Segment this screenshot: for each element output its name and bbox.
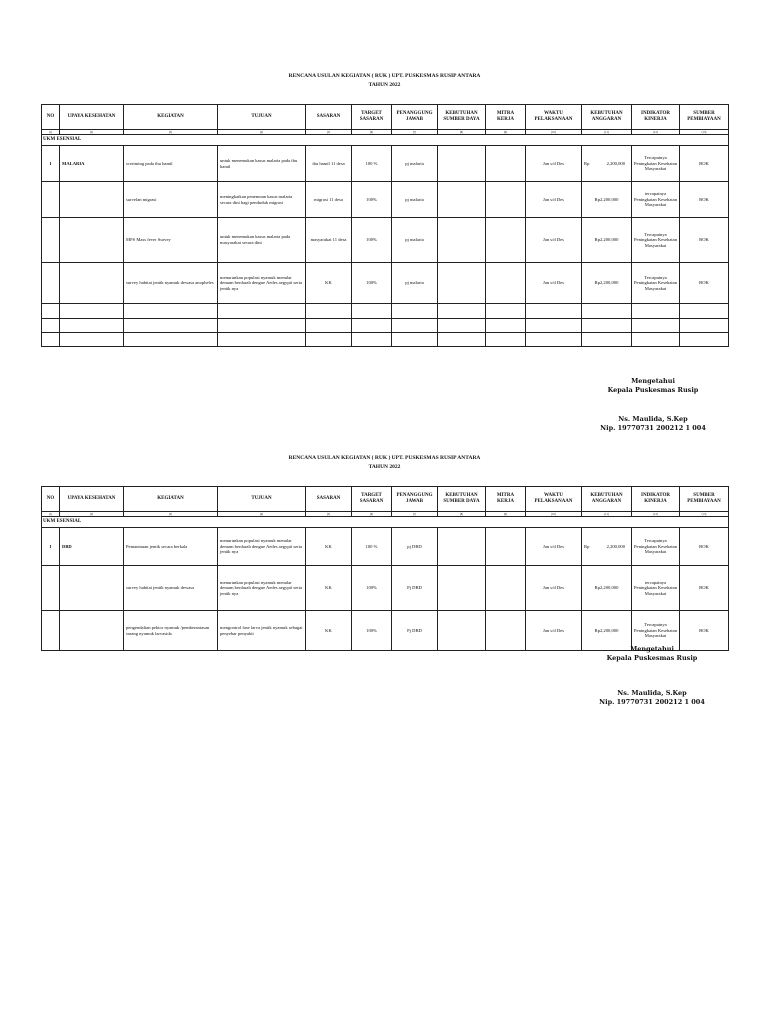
document-title: RENCANA USULAN KEGIATAN ( RUK ) UPT. PUSKESMAS RUSIP ANTARA	[288, 73, 481, 79]
cell-kegiatan: survey habitat jentik nyamuk dewasa	[124, 566, 218, 611]
empty-cell	[392, 333, 438, 347]
section-malaria	[41, 72, 728, 347]
cell-target: 100%	[352, 218, 392, 263]
cell-target: 100 %	[352, 528, 392, 566]
column-number: (6)	[352, 512, 392, 517]
empty-cell	[680, 135, 729, 146]
column-number: (10)	[526, 130, 582, 135]
cell-upaya	[60, 263, 124, 304]
empty-cell	[352, 304, 392, 319]
cell-no	[42, 218, 60, 263]
cell-indikator: Tercapainya Peningkatan Kesehatan Masyarakat	[632, 528, 680, 566]
cell-no	[42, 611, 60, 651]
cell-indikator: tercapainya Peningkatan Kesehatan Masyarakat	[632, 182, 680, 218]
empty-cell	[392, 517, 438, 528]
blank-row	[42, 304, 729, 319]
cell-kegiatan: Pemantauan jentik secara berkala	[124, 528, 218, 566]
cell-waktu: Jan s/d Des	[526, 611, 582, 651]
column-header: PENANGGUNG JAWAB	[392, 105, 438, 130]
column-header: MITRA KERJA	[486, 487, 526, 512]
empty-cell	[60, 333, 124, 347]
cell-kegiatan: sceriming pada ibu hamil	[124, 146, 218, 182]
empty-cell	[486, 319, 526, 333]
empty-cell	[60, 319, 124, 333]
anggaran-value: 2,200,000	[606, 160, 625, 166]
anggaran-currency: Rp	[584, 543, 590, 549]
cell-ksd	[438, 611, 486, 651]
empty-cell	[680, 333, 729, 347]
cell-target: 100%	[352, 182, 392, 218]
cell-target: 100%	[352, 263, 392, 304]
column-header: NO	[42, 487, 60, 512]
anggaran-value: 2,200,000	[606, 543, 625, 549]
empty-cell	[392, 319, 438, 333]
cell-sumber: BOK	[680, 182, 729, 218]
cell-ksd	[438, 566, 486, 611]
column-number: (9)	[486, 512, 526, 517]
section-dbd	[41, 454, 728, 651]
empty-cell	[582, 304, 632, 319]
empty-cell	[486, 517, 526, 528]
table-row	[42, 263, 729, 304]
empty-cell	[526, 319, 582, 333]
ruk-table	[41, 104, 729, 347]
column-header: WAKTU PELAKSANAAN	[526, 487, 582, 512]
column-header: KEBUTUHAN SUMBER DAYA	[438, 105, 486, 130]
cell-indikator: tercapainya Peningkatan Kesehatan Masyarakat	[632, 566, 680, 611]
column-number: (3)	[124, 512, 218, 517]
column-header: KEBUTUHAN ANGGARAN	[582, 487, 632, 512]
cell-pj: pj malaria	[392, 146, 438, 182]
table-row	[42, 146, 729, 182]
column-header: MITRA KERJA	[486, 105, 526, 130]
cell-ksd	[438, 182, 486, 218]
empty-cell	[680, 517, 729, 528]
cell-kegiatan: survey habitat jentik nyamuk dewasa anopheles	[124, 263, 218, 304]
cell-pj: Pj DBD	[392, 611, 438, 651]
empty-cell	[632, 135, 680, 146]
cell-sasaran: KK	[306, 566, 352, 611]
empty-cell	[218, 333, 306, 347]
cell-target: 100%	[352, 566, 392, 611]
empty-cell	[438, 333, 486, 347]
column-number: (8)	[438, 512, 486, 517]
empty-cell	[42, 319, 60, 333]
empty-cell	[124, 517, 218, 528]
empty-cell	[526, 135, 582, 146]
column-number: (5)	[306, 130, 352, 135]
empty-cell	[632, 333, 680, 347]
section-label-row	[42, 517, 729, 528]
cell-tujuan: menurunkan populasi nyamuk menular demam berdarah dengue Aedes aegypti serta jentik nya	[218, 528, 306, 566]
column-number: (13)	[680, 512, 729, 517]
cell-ksd	[438, 218, 486, 263]
cell-ksd	[438, 146, 486, 182]
cell-pj: pj malaria	[392, 182, 438, 218]
column-number: (6)	[352, 130, 392, 135]
table-row	[42, 218, 729, 263]
column-header: NO	[42, 105, 60, 130]
empty-cell	[632, 319, 680, 333]
section-label-row	[42, 135, 729, 146]
empty-cell	[218, 304, 306, 319]
cell-mitra	[486, 218, 526, 263]
column-header: TUJUAN	[218, 105, 306, 130]
column-header: PENANGGUNG JAWAB	[392, 487, 438, 512]
header-row	[42, 105, 729, 130]
column-number: (2)	[60, 512, 124, 517]
mengetahui-label: Mengetahui	[631, 377, 675, 385]
empty-cell	[352, 333, 392, 347]
empty-cell	[124, 319, 218, 333]
cell-no: I	[42, 528, 60, 566]
empty-cell	[218, 517, 306, 528]
cell-no	[42, 182, 60, 218]
empty-cell	[306, 319, 352, 333]
empty-cell	[42, 333, 60, 347]
column-number: (11)	[582, 130, 632, 135]
column-header: SASARAN	[306, 487, 352, 512]
cell-no: I	[42, 146, 60, 182]
cell-tujuan: menurunkan populasi nyamuk menular demam berdarah dengue Aedes aegypti serta jentik nya	[218, 263, 306, 304]
empty-cell	[438, 135, 486, 146]
column-header: TARGET SASARAN	[352, 487, 392, 512]
empty-cell	[218, 319, 306, 333]
cell-indikator: Tercapainya Peningkatan Kesehatan Masyarakat	[632, 146, 680, 182]
column-header: WAKTU PELAKSANAAN	[526, 105, 582, 130]
cell-mitra	[486, 566, 526, 611]
empty-cell	[352, 319, 392, 333]
ruk-table	[41, 486, 729, 651]
column-header: KEGIATAN	[124, 105, 218, 130]
cell-upaya	[60, 218, 124, 263]
empty-cell	[486, 304, 526, 319]
signer-nip: Nip. 19770731 200212 1 004	[599, 698, 705, 706]
cell-tujuan: untuk menemukan kasus malaria pada masyarakat secara dini	[218, 218, 306, 263]
empty-cell	[486, 135, 526, 146]
empty-cell	[42, 304, 60, 319]
empty-cell	[306, 304, 352, 319]
empty-cell	[680, 304, 729, 319]
column-number: (10)	[526, 512, 582, 517]
blank-row	[42, 333, 729, 347]
column-header: INDIKATOR KINERJA	[632, 487, 680, 512]
cell-ksd	[438, 263, 486, 304]
cell-pj: Pj DBD	[392, 566, 438, 611]
cell-mitra	[486, 528, 526, 566]
empty-cell	[124, 135, 218, 146]
cell-kegiatan: pengendalian pektor nyamuk /pemberantasan sarang nyamuk larvasida	[124, 611, 218, 651]
empty-cell	[438, 517, 486, 528]
empty-cell	[60, 304, 124, 319]
cell-indikator: Tercapainya Peningkatan Kesehatan Masyarakat	[632, 218, 680, 263]
document-year: TAHUN 2022	[368, 464, 401, 470]
empty-cell	[526, 333, 582, 347]
cell-target: 100%	[352, 611, 392, 651]
empty-cell	[392, 304, 438, 319]
empty-cell	[680, 319, 729, 333]
column-number: (11)	[582, 512, 632, 517]
cell-target: 100 %	[352, 146, 392, 182]
cell-kegiatan: survelan migrasi	[124, 182, 218, 218]
column-header: TUJUAN	[218, 487, 306, 512]
table-row	[42, 528, 729, 566]
cell-sasaran: KK	[306, 263, 352, 304]
signer-nip: Nip. 19770731 200212 1 004	[600, 424, 706, 432]
anggaran-currency: Rp	[584, 160, 590, 166]
signature-block	[597, 645, 707, 707]
cell-upaya: MALARIA	[60, 146, 124, 182]
cell-no	[42, 566, 60, 611]
column-number: (13)	[680, 130, 729, 135]
column-number: (8)	[438, 130, 486, 135]
cell-tujuan: mengontrol fase larva jentik nyamuk sebagai penyebar penyakit	[218, 611, 306, 651]
cell-indikator: Tercapainya Peningkatan Kesehatan Masyarakat	[632, 611, 680, 651]
cell-sasaran: masyarakat 11 desa	[306, 218, 352, 263]
column-header: SUMBER PEMBIAYAAN	[680, 487, 729, 512]
cell-anggaran: Rp2,200,000	[582, 263, 632, 304]
cell-anggaran: Rp2,200,000	[582, 611, 632, 651]
cell-waktu: Jan s/d Des	[526, 263, 582, 304]
column-number: (4)	[218, 512, 306, 517]
empty-cell	[392, 135, 438, 146]
cell-sasaran: ibu hamil 11 desa	[306, 146, 352, 182]
document-title: RENCANA USULAN KEGIATAN ( RUK ) UPT. PUSKESMAS RUSIP ANTARA	[288, 455, 481, 461]
cell-mitra	[486, 182, 526, 218]
cell-sumber: BOK	[680, 218, 729, 263]
cell-anggaran	[582, 528, 632, 566]
column-number: (2)	[60, 130, 124, 135]
cell-tujuan: menurunkan populasi nyamuk menular demam berdarah dengue Aedes aegypti serta jentik nya	[218, 566, 306, 611]
cell-mitra	[486, 611, 526, 651]
empty-cell	[632, 304, 680, 319]
empty-cell	[306, 517, 352, 528]
cell-upaya	[60, 611, 124, 651]
empty-cell	[124, 304, 218, 319]
empty-cell	[526, 304, 582, 319]
cell-mitra	[486, 263, 526, 304]
jabatan-label: Kepala Puskesmas Rusip	[607, 386, 699, 394]
cell-sumber: BOK	[680, 263, 729, 304]
cell-ksd	[438, 528, 486, 566]
cell-pj: pj malaria	[392, 263, 438, 304]
empty-cell	[124, 333, 218, 347]
blank-row	[42, 319, 729, 333]
cell-indikator: Tercapainya Peningkatan Kesehatan Masyarakat	[632, 263, 680, 304]
cell-sumber: BOK	[680, 146, 729, 182]
empty-cell	[526, 517, 582, 528]
cell-waktu: Jan s/d Des	[526, 146, 582, 182]
signature-block	[598, 377, 708, 433]
cell-pj: pj DBD	[392, 528, 438, 566]
column-number: (1)	[42, 512, 60, 517]
cell-tujuan: meningkatkan penemuan kasus malaria secara dini bagi penduduk migrasi	[218, 182, 306, 218]
empty-cell	[352, 135, 392, 146]
column-header: TARGET SASARAN	[352, 105, 392, 130]
signer-name: Ns. Maulida, S.Kep	[617, 689, 687, 697]
column-header: SASARAN	[306, 105, 352, 130]
column-number: (9)	[486, 130, 526, 135]
empty-cell	[438, 319, 486, 333]
header-row	[42, 487, 729, 512]
mengetahui-label: Mengetahui	[630, 645, 674, 653]
cell-anggaran: Rp2,200,000	[582, 182, 632, 218]
cell-sumber: BOK	[680, 528, 729, 566]
cell-mitra	[486, 146, 526, 182]
section-label: UKM ESENSIAL	[42, 135, 124, 146]
cell-waktu: Jan s/d Des	[526, 182, 582, 218]
column-header: KEBUTUHAN SUMBER DAYA	[438, 487, 486, 512]
empty-cell	[632, 517, 680, 528]
document-year: TAHUN 2022	[368, 82, 401, 88]
column-number: (12)	[632, 130, 680, 135]
empty-cell	[352, 517, 392, 528]
cell-upaya	[60, 182, 124, 218]
cell-sasaran: KK	[306, 611, 352, 651]
empty-cell	[306, 135, 352, 146]
cell-sasaran: migrasi 11 desa	[306, 182, 352, 218]
cell-tujuan: untuk menemukan kasus malaria pada ibu hamil	[218, 146, 306, 182]
cell-waktu: Jan s/d Des	[526, 528, 582, 566]
column-header: INDIKATOR KINERJA	[632, 105, 680, 130]
empty-cell	[438, 304, 486, 319]
cell-sumber: BOK	[680, 611, 729, 651]
table-row	[42, 182, 729, 218]
column-header: KEGIATAN	[124, 487, 218, 512]
empty-cell	[486, 333, 526, 347]
cell-upaya	[60, 566, 124, 611]
cell-kegiatan: MFS Mass fever Survey	[124, 218, 218, 263]
empty-cell	[306, 333, 352, 347]
empty-cell	[582, 135, 632, 146]
jabatan-label: Kepala Puskesmas Rusip	[606, 654, 698, 662]
column-number: (3)	[124, 130, 218, 135]
empty-cell	[582, 319, 632, 333]
signer-name: Ns. Maulida, S.Kep	[618, 415, 688, 423]
cell-no	[42, 263, 60, 304]
table-row	[42, 566, 729, 611]
column-number: (1)	[42, 130, 60, 135]
column-number: (5)	[306, 512, 352, 517]
cell-waktu: Jan s/d Des	[526, 566, 582, 611]
empty-cell	[582, 517, 632, 528]
cell-anggaran: Rp2,200,000	[582, 218, 632, 263]
column-header: UPAYA KESEHATAN	[60, 105, 124, 130]
cell-sasaran: KK	[306, 528, 352, 566]
column-header: KEBUTUHAN ANGGARAN	[582, 105, 632, 130]
empty-cell	[582, 333, 632, 347]
column-number: (4)	[218, 130, 306, 135]
column-number: (12)	[632, 512, 680, 517]
empty-cell	[218, 135, 306, 146]
column-number: (7)	[392, 512, 438, 517]
cell-anggaran	[582, 146, 632, 182]
section-label: UKM ESENSIAL	[42, 517, 124, 528]
cell-sumber: BOK	[680, 566, 729, 611]
cell-pj: pj malaria	[392, 218, 438, 263]
column-header: UPAYA KESEHATAN	[60, 487, 124, 512]
cell-waktu: Jan s/d Des	[526, 218, 582, 263]
cell-upaya: DBD	[60, 528, 124, 566]
cell-anggaran: Rp2,200,000	[582, 566, 632, 611]
column-number: (7)	[392, 130, 438, 135]
column-header: SUMBER PEMBIAYAAN	[680, 105, 729, 130]
